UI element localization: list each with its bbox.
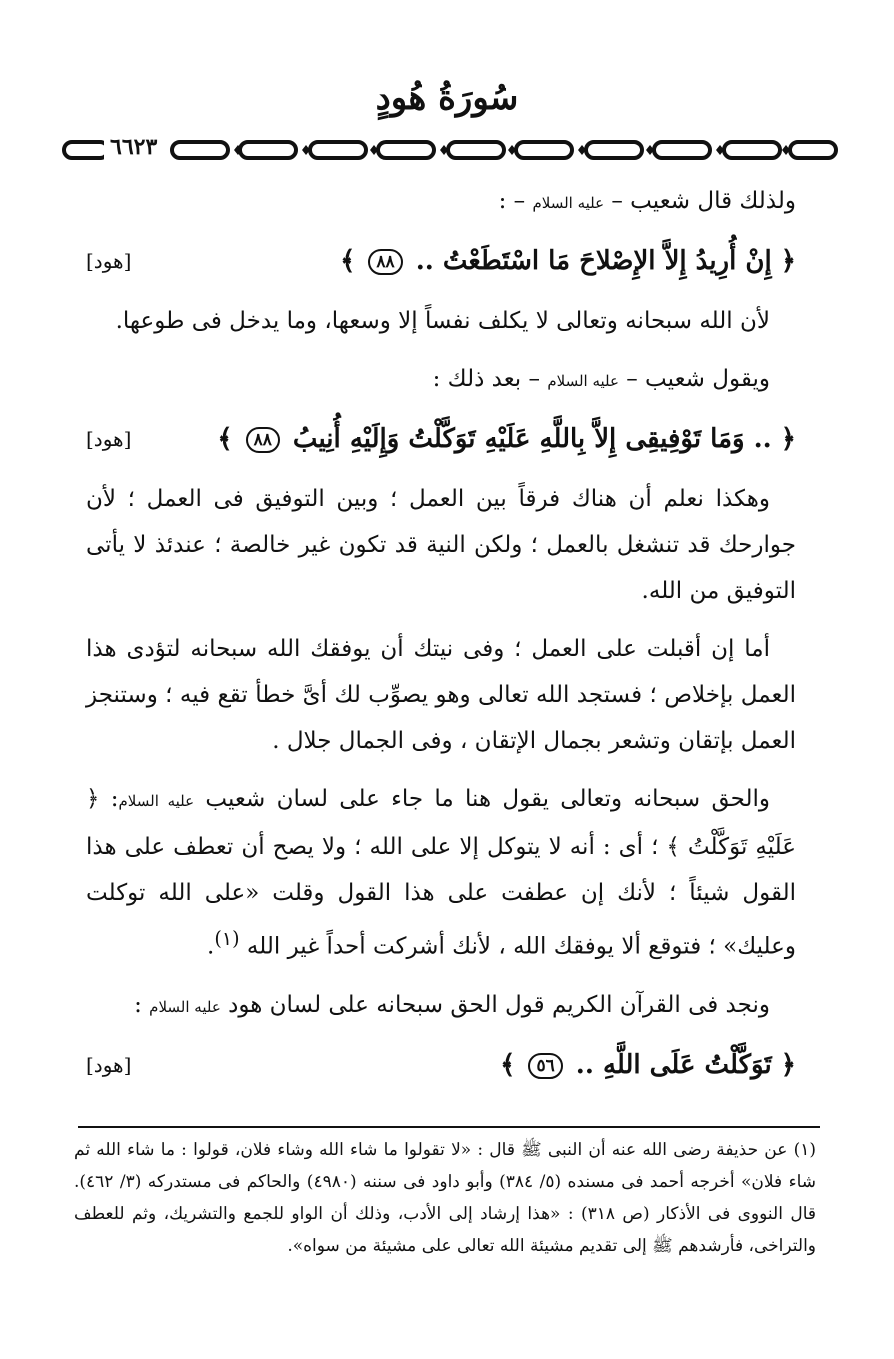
footnote: (١) عن حذيفة رضى الله عنه أن النبى ﷺ قال : «لا تقولوا ما شاء الله وشاء فلان، قولوا : ما شاء الله ثم شاء فلان» أخرجه أحمد فى مسنده (٥/ ٣٨٤) وأبو داود فى سننه (٤٩٨٠) والحاكم فى مستدركه (٣/ ٤٦٢). قال النووى فى الأذكار (ص ٣١٨) : «هذا إرشاد إلى الأدب، وذلك أن الواو للجمع والتشريك، وثم للعطف والتراخى، فأرشدهم ﷺ إلى تقديم مشيئة الله تعالى على مشيئة من سواه». <box>74 1140 817 1256</box>
verse-number: ٨٨ <box>246 427 280 453</box>
main-text <box>86 178 796 1102</box>
honorific-symbol: عليه السلام <box>149 997 221 1016</box>
surah-reference: [هود] <box>86 1052 132 1077</box>
paragraph-2: وهكذا نعلم أن هناك فرقاً بين العمل ؛ وبين التوفيق فى العمل ؛ لأن جوارحك قد تنشغل بالعمل ؛ ولكن النية قد تكون غير خالصة ؛ عندئذ لا يأتى التوفيق من الله. <box>86 486 796 604</box>
verse-number: ٨٨ <box>368 249 402 275</box>
surah-reference: [هود] <box>86 249 132 273</box>
honorific-symbol: عليه السلام <box>547 372 619 390</box>
paragraph-1: لأن الله سبحانه وتعالى لا يكلف نفساً إلا وسعها، وما يدخل فى طوعها. <box>115 308 770 334</box>
line-2: ويقول شعيب – عليه السلام – بعد ذلك : <box>432 366 770 392</box>
paragraph-4: والحق سبحانه وتعالى يقول هنا ما جاء على لسان شعيب عليه السلام: ﴿ عَلَيْهِ تَوَكَّلْتُ ﴾ ؛ أى : أنه لا يتوكل إلا على الله ؛ ولا يصح أن تعطف على هذا القول شيئاً ؛ لأنك إن عطفت على هذا القول وقلت «على الله توكلت وعليك» ؛ فتوقع ألا يوفقك الله ، لأنك أشركت أحداً غير الله $^{(١)}$. <box>86 786 796 960</box>
footnote-ref: (١) <box>214 927 240 950</box>
quran-verse-1: ﴿ إِنْ أُرِيدُ إِلاَّ الإِصْلاحَ مَا اسْتَطَعْتُ .. ٨٨ ﴾ [هود] <box>86 238 796 284</box>
paragraph-3: أما إن أقبلت على العمل ؛ وفى نيتك أن يوفقك الله سبحانه لتؤدى هذا العمل بإخلاص ؛ فستجد الله تعالى وهو يصوِّب لك أىَّ خطأ تقع فيه ؛ وستنجز العمل بإتقان وتشعر بجمال الإتقان ، وفى الجمال جلال . <box>86 636 796 754</box>
quran-verse-2: ﴿ .. وَمَا تَوْفِيقِى إِلاَّ بِاللَّهِ عَلَيْهِ تَوَكَّلْتُ وَإِلَيْهِ أُنِيبُ ٨٨ ﴾ [هود] <box>86 416 796 462</box>
footnote-divider <box>78 1126 820 1128</box>
surah-title: سُورَةُ هُودٍ <box>375 78 519 118</box>
page-number: ٦٦٢٣ <box>104 134 163 160</box>
honorific-symbol: عليه السلام <box>532 194 605 212</box>
quran-verse-3: ﴿ تَوَكَّلْتُ عَلَى اللَّهِ .. ٥٦ ﴾ [هود] <box>86 1042 796 1088</box>
ornament-bar <box>60 136 840 164</box>
honorific-symbol: عليه السلام <box>118 792 195 810</box>
intro-line: ولذلك قال شعيب – عليه السلام – : <box>498 188 796 214</box>
verse-number: ٥٦ <box>528 1053 562 1079</box>
surah-reference: [هود] <box>86 427 132 451</box>
line-3: ونجد فى القرآن الكريم قول الحق سبحانه على لسان هود عليه السلام : <box>134 991 770 1018</box>
